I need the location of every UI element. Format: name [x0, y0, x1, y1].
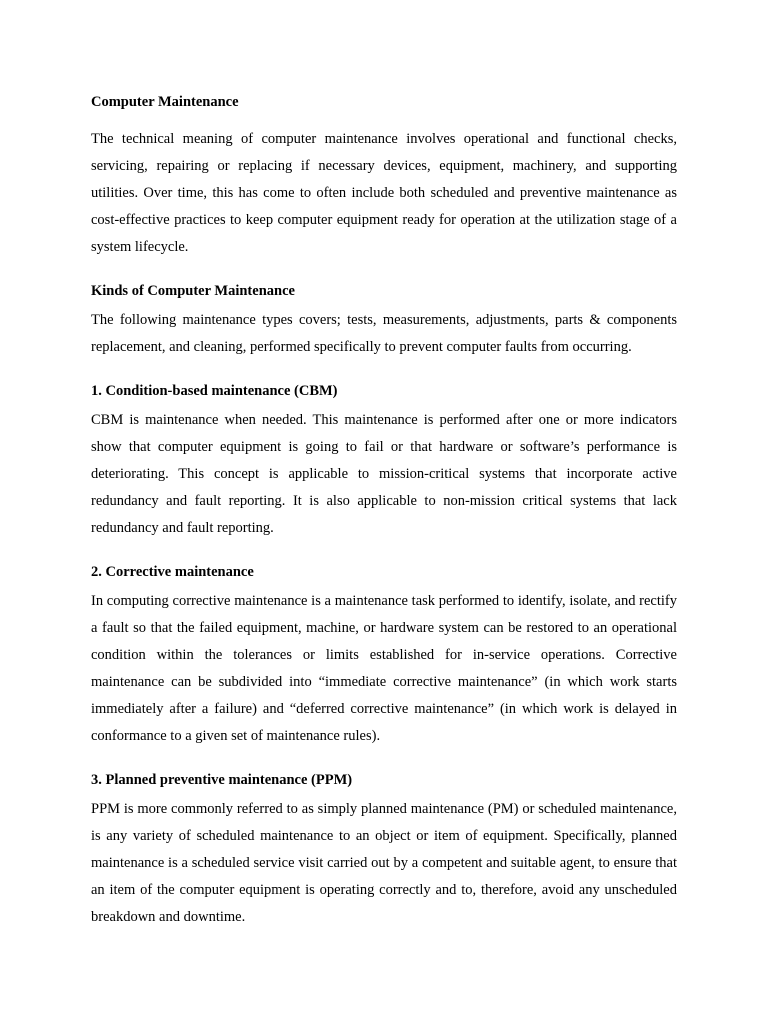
kinds-heading: Kinds of Computer Maintenance: [91, 283, 295, 299]
document-title: Computer Maintenance: [91, 94, 239, 110]
document-page: [91, 92, 677, 931]
section-heading-corrective: 2. Corrective maintenance: [91, 564, 254, 580]
intro-paragraph: The technical meaning of computer maintenance involves operational and functional checks, servicing, repairing or replacing if necessary devices, equipment, machinery, and supporting utilities. Over time, this has come to often include both scheduled and preventive maintenance as cost-effective practices to keep computer equipment ready for operation at the utilization stage of a system lifecycle.: [91, 131, 677, 255]
kinds-paragraph: The following maintenance types covers; tests, measurements, adjustments, parts & components replacement, and cleaning, performed specifically to prevent computer faults from occurring.: [91, 312, 677, 355]
section-text-corrective: In computing corrective maintenance is a maintenance task performed to identify, isolate, and rectify a fault so that the failed equipment, machine, or hardware system can be restored to an operational condition within the tolerances or limits established for in-service operations. Corrective maintenance can be subdivided into “immediate corrective maintenance” (in which work starts immediately after a failure) and “deferred corrective maintenance” (in which work is delayed in conformance to a given set of maintenance rules).: [91, 593, 677, 744]
section-text-cbm: CBM is maintenance when needed. This maintenance is performed after one or more indicators show that computer equipment is going to fail or that hardware or software’s performance is deteriorating. This concept is applicable to mission-critical systems that incorporate active redundancy and fault reporting. It is also applicable to non-mission critical systems that lack redundancy and fault reporting.: [91, 412, 677, 536]
section-heading-cbm: 1. Condition-based maintenance (CBM): [91, 383, 338, 399]
section-text-ppm: PPM is more commonly referred to as simply planned maintenance (PM) or scheduled maintenance, is any variety of scheduled maintenance to an object or item of equipment. Specifically, planned maintenance is a scheduled service visit carried out by a competent and suitable agent, to ensure that an item of the computer equipment is operating correctly and to, therefore, avoid any unscheduled breakdown and downtime.: [91, 801, 677, 925]
section-heading-ppm: 3. Planned preventive maintenance (PPM): [91, 772, 353, 788]
